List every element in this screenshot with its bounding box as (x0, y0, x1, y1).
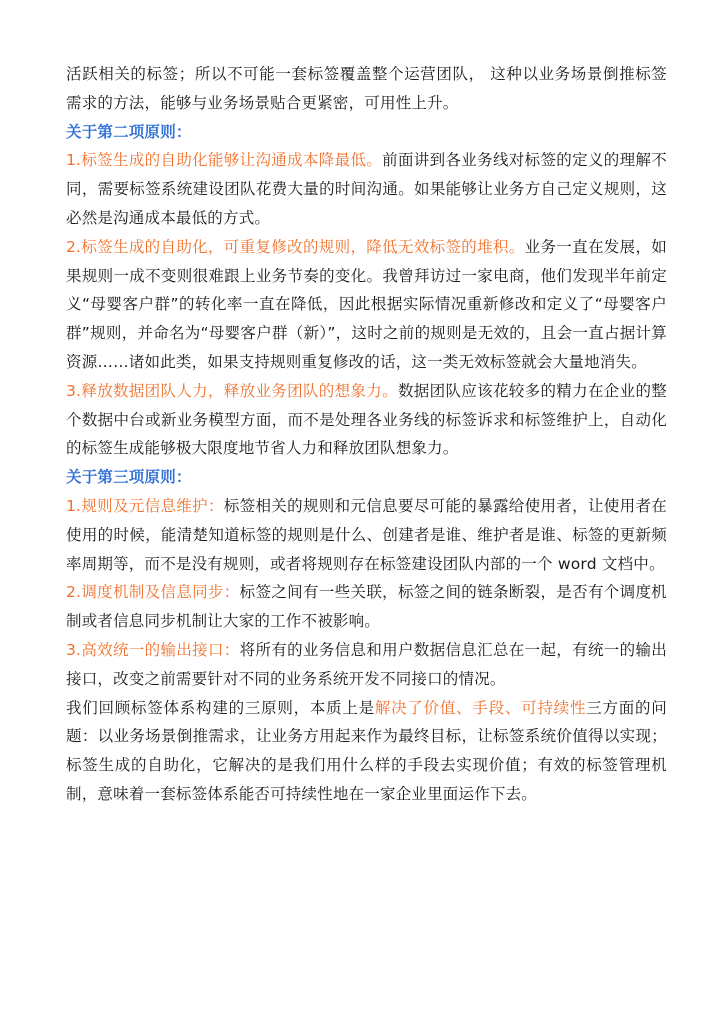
paragraph-principle-2-point-3 (66, 377, 667, 463)
highlight-text: 3.高效统一的输出接口： (66, 640, 240, 659)
text-span: 前面讲到各业务线对标签的定义的理解不同，需要标签系统建设团队花费大量的时间沟通。如果能够让业务方自己定义规则，这必然是沟通成本最低的方式。 (66, 151, 667, 227)
paragraph-principle-2-point-1 (66, 146, 667, 232)
highlight-text: 2.标签生成的自助化，可重复修改的规则，降低无效标签的堆积。 (66, 237, 525, 256)
paragraph-principle-3-point-1 (66, 492, 667, 578)
paragraph-intro (66, 60, 667, 118)
highlight-text: 1.标签生成的自助化能够让沟通成本降最低。 (66, 151, 383, 170)
heading-text: 关于第三项原则： (66, 468, 192, 487)
paragraph-principle-2-point-2 (66, 233, 667, 377)
text-span: 标签相关的规则和元信息要尽可能的暴露给使用者，让使用者在使用的时候，能清楚知道标签的规则是什么、创建者是谁、维护者是谁、标签的更新频率周期等，而不是没有规则，或者将规则存在标签建设团队内部的一个 word 文档中。 (66, 496, 667, 573)
paragraph-summary (66, 694, 667, 809)
text-span: 三方面的问题：以业务场景倒推需求，让业务方用起来作为最终目标，让标签系统价值得以实现；标签生成的自助化，它解决的是我们用什么样的手段去实现价值；有效的标签管理机制，意味着一套标签体系能否可持续性地在一家企业里面运作下去。 (66, 698, 667, 803)
text-span: 将所有的业务信息和用户数据信息汇总在一起，有统一的输出接口，改变之前需要针对不同的业务系统开发不同接口的情况。 (66, 640, 667, 688)
text-span: 数据团队应该花较多的精力在企业的整个数据中台或新业务模型方面，而不是处理各业务线的标签诉求和标签维护上，自动化的标签生成能够极大限度地节省人力和释放团队想象力。 (66, 381, 667, 458)
section-heading-principle-2 (66, 118, 667, 147)
text-span: 业务一直在发展，如果规则一成不变则很难跟上业务节奏的变化。我曾拜访过一家电商，他们发现半年前定义“母婴客户群”的转化率一直在降低，因此根据实际情况重新修改和定义了“母婴客户群”规则，并命名为“母婴客户群（新）”，这时之前的规则是无效的，且会一直占据计算资源……诸如此类，如果支持规则重复修改的话，这一类无效标签就会大量地消失。 (66, 237, 667, 371)
text-span: 活跃相关的标签；所以不可能一套标签覆盖整个运营团队， 这种以业务场景倒推标签需求的方法，能够与业务场景贴合更紧密，可用性上升。 (66, 65, 667, 112)
heading-text: 关于第二项原则： (66, 122, 192, 141)
section-heading-principle-3 (66, 463, 667, 492)
paragraph-principle-3-point-3 (66, 636, 667, 694)
highlight-text: 3.释放数据团队人力，释放业务团队的想象力。 (66, 381, 398, 400)
highlight-text: 1.规则及元信息维护： (66, 496, 224, 515)
highlight-text: 解决了价值、手段、可持续性 (374, 698, 587, 717)
paragraph-principle-3-point-2 (66, 578, 667, 636)
highlight-text: 2.调度机制及信息同步： (66, 583, 240, 602)
text-span: 我们回顾标签体系构建的三原则，本质上是 (66, 698, 375, 717)
text-span: 标签之间有一些关联，标签之间的链条断裂，是否有个调度机制或者信息同步机制让大家的工作不被影响。 (66, 583, 667, 631)
